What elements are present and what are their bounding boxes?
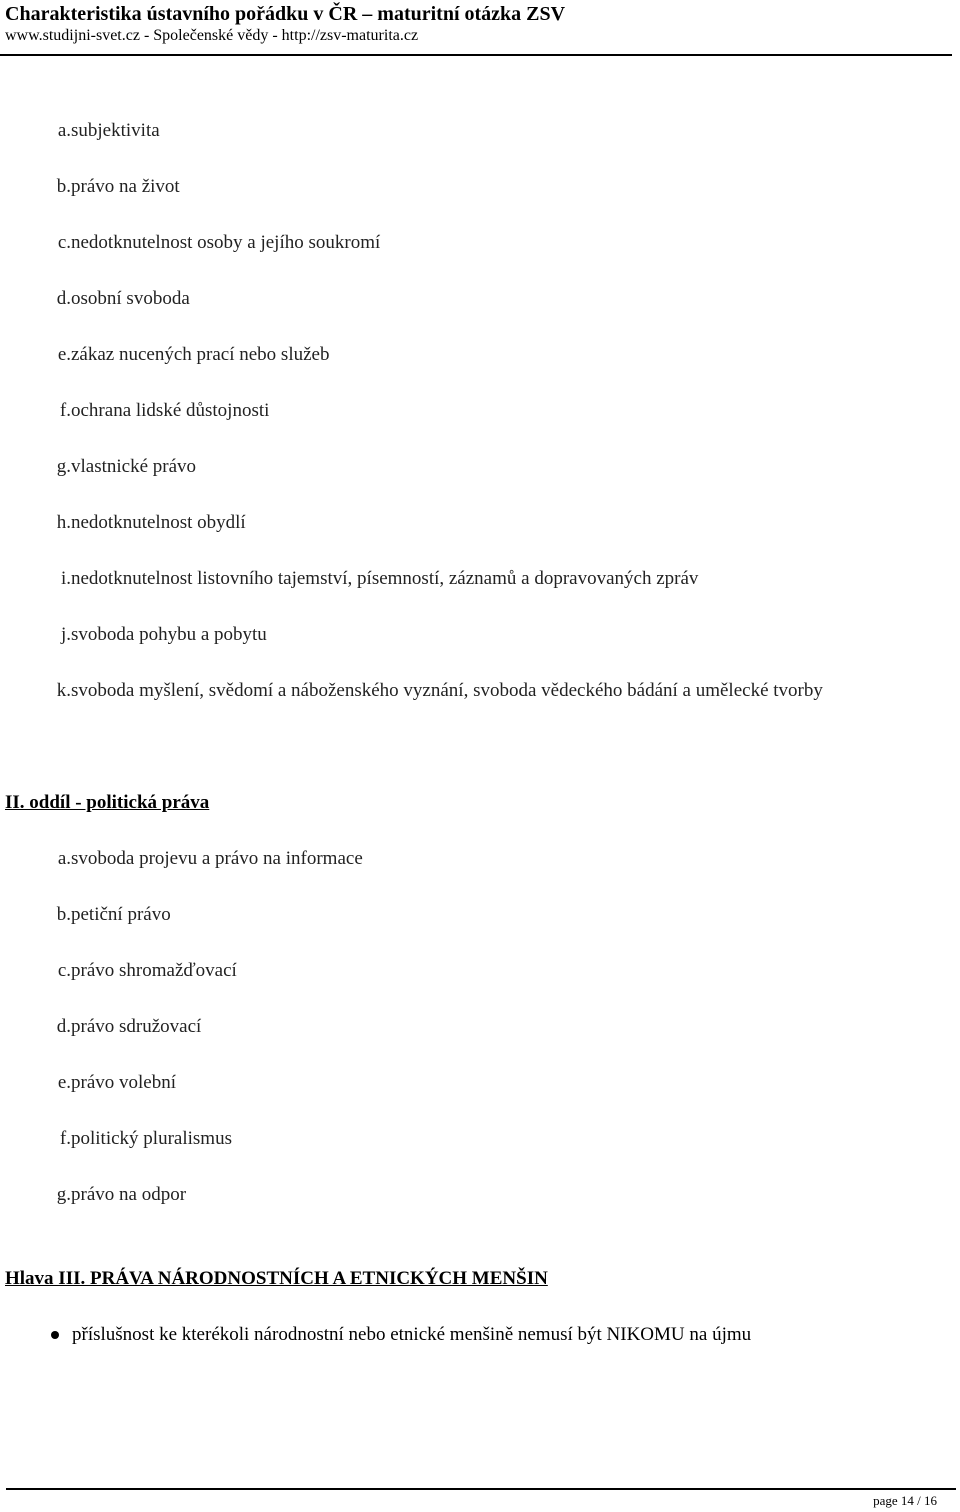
- list-marker: a.: [57, 848, 71, 869]
- list-item: [57, 117, 160, 145]
- list-marker: c.: [57, 960, 71, 981]
- list-item: [57, 229, 381, 257]
- list-item-text: petiční právo: [71, 904, 171, 925]
- list-marker: j.: [60, 624, 71, 645]
- list-marker: g.: [56, 456, 71, 477]
- list-item-text: zákaz nucených prací nebo služeb: [71, 344, 330, 365]
- list-item-text: ochrana lidské důstojnosti: [71, 400, 270, 421]
- list-item-text: právo na odpor: [71, 1184, 187, 1205]
- list-marker: k.: [56, 680, 71, 701]
- section-heading: II. oddíl - politická práva: [5, 792, 210, 813]
- list-item: [56, 1013, 202, 1041]
- bullet-icon: [51, 1331, 59, 1339]
- list-item-text: svoboda myšlení, svědomí a náboženského vyznání, svoboda vědeckého bádání a umělecké tvorby: [71, 680, 823, 701]
- list-marker: i.: [60, 568, 71, 589]
- page-number: page 14 / 16: [873, 1493, 937, 1508]
- list-item: [56, 901, 171, 929]
- list-item: [57, 1069, 177, 1097]
- list-item: [56, 453, 197, 481]
- list-item: [56, 509, 246, 537]
- footer-divider: [6, 1488, 956, 1490]
- list-item-text: právo shromažďovací: [71, 960, 237, 981]
- list-item-text: právo volební: [71, 1072, 177, 1093]
- list-item: [57, 957, 237, 985]
- list-marker: a.: [57, 120, 71, 141]
- document-title: Charakteristika ústavního pořádku v ČR – maturitní otázka ZSV: [5, 3, 566, 25]
- list-item-text: subjektivita: [71, 120, 160, 141]
- list-item: [59, 1125, 232, 1153]
- page-header: [5, 2, 957, 46]
- list-item-text: nedotknutelnost listovního tajemství, písemností, záznamů a dopravovaných zpráv: [71, 568, 699, 589]
- bullet-item-text: příslušnost ke kterékoli národnostní nebo etnické menšině nemusí být NIKOMU na újmu: [72, 1324, 752, 1345]
- list-item: [56, 1181, 187, 1209]
- list-item: [60, 565, 699, 593]
- list-marker: e.: [57, 344, 71, 365]
- list-item: [56, 677, 921, 705]
- list-item: [56, 285, 190, 313]
- list-marker: b.: [56, 904, 71, 925]
- list-item: [59, 397, 270, 425]
- list-item: [56, 173, 180, 201]
- list-item-text: nedotknutelnost osoby a jejího soukromí: [71, 232, 381, 253]
- header-divider: [0, 54, 952, 56]
- list-item: [57, 341, 330, 369]
- list-marker: d.: [56, 288, 71, 309]
- list-marker: c.: [57, 232, 71, 253]
- section-heading: Hlava III. PRÁVA NÁRODNOSTNÍCH A ETNICKÝCH MENŠIN: [5, 1268, 548, 1289]
- list-item-text: politický pluralismus: [71, 1128, 232, 1149]
- list-item: [57, 845, 363, 873]
- list-marker: b.: [56, 176, 71, 197]
- list-item: [60, 621, 267, 649]
- list-item-text: právo sdružovací: [71, 1016, 202, 1037]
- document-subtitle: www.studijni-svet.cz - Společenské vědy - http://zsv-maturita.cz: [5, 27, 419, 44]
- list-marker: e.: [57, 1072, 71, 1093]
- list-marker: h.: [56, 512, 71, 533]
- list-item-text: vlastnické právo: [71, 456, 197, 477]
- list-item-text: svoboda pohybu a pobytu: [71, 624, 267, 645]
- list-item-text: osobní svoboda: [71, 288, 190, 309]
- list-item-text: nedotknutelnost obydlí: [71, 512, 246, 533]
- list-item-text: právo na život: [71, 176, 180, 197]
- list-marker: f.: [59, 1128, 71, 1149]
- list-marker: d.: [56, 1016, 71, 1037]
- list-marker: f.: [59, 400, 71, 421]
- list-marker: g.: [56, 1184, 71, 1205]
- list-item-text: svoboda projevu a právo na informace: [71, 848, 363, 869]
